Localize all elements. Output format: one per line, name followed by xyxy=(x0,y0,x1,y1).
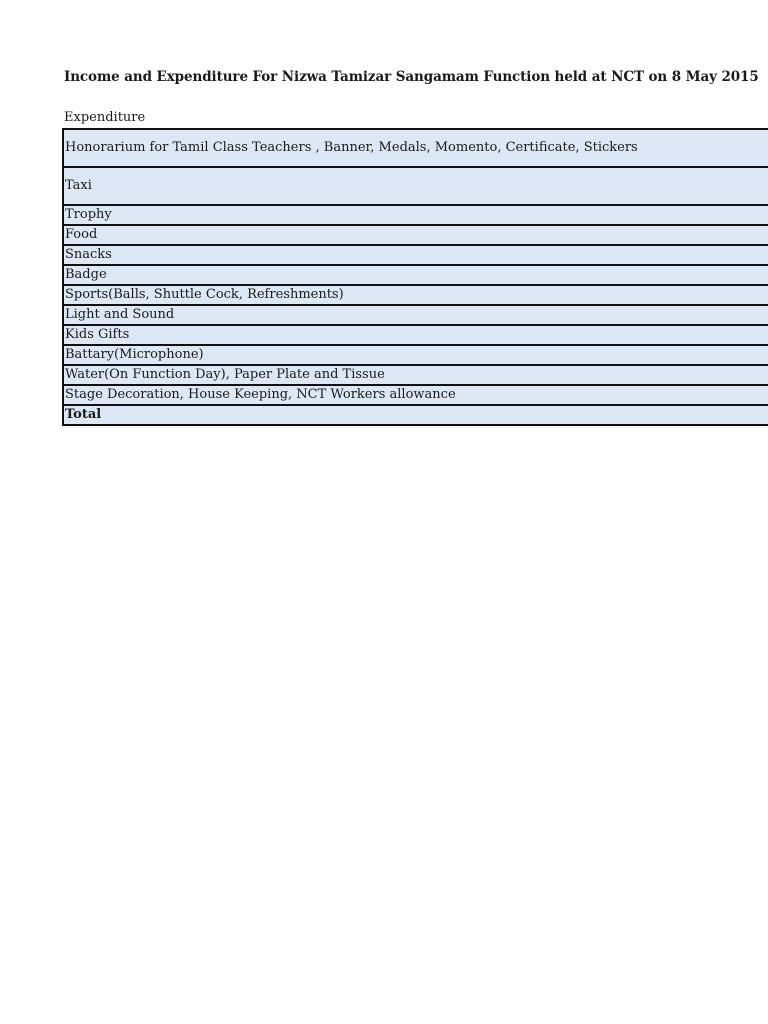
expenditure-item-sports: Sports(Balls, Shuttle Cock, Refreshments) xyxy=(63,285,768,305)
table-row xyxy=(63,305,768,325)
table-row xyxy=(63,385,768,405)
table-row xyxy=(63,205,768,225)
table-row xyxy=(63,129,768,167)
table-row xyxy=(63,225,768,245)
expenditure-item-trophy: Trophy xyxy=(63,205,768,225)
table-row xyxy=(63,167,768,205)
expenditure-item-water: Water(On Function Day), Paper Plate and Tissue xyxy=(63,365,768,385)
table-row xyxy=(63,365,768,385)
expenditure-item-stage-decoration: Stage Decoration, House Keeping, NCT Workers allowance xyxy=(63,385,768,405)
expenditure-item-kids-gifts: Kids Gifts xyxy=(63,325,768,345)
expenditure-item-battery: Battary(Microphone) xyxy=(63,345,768,365)
document-title: Income and Expenditure For Nizwa Tamizar Sangamam Function held at NCT on 8 May 2015 xyxy=(64,69,759,85)
table-row xyxy=(63,285,768,305)
expenditure-item-badge: Badge xyxy=(63,265,768,285)
expenditure-item-taxi: Taxi xyxy=(63,167,768,205)
expenditure-section-label: Expenditure xyxy=(64,110,146,125)
table-row xyxy=(63,245,768,265)
expenditure-item-food: Food xyxy=(63,225,768,245)
table-row-total xyxy=(63,405,768,425)
expenditure-total-label: Total xyxy=(63,405,768,425)
table-row xyxy=(63,345,768,365)
table-row xyxy=(63,325,768,345)
expenditure-item-light-sound: Light and Sound xyxy=(63,305,768,325)
expenditure-item-honorarium: Honorarium for Tamil Class Teachers , Banner, Medals, Momento, Certificate, Stickers xyxy=(63,129,768,167)
expenditure-table xyxy=(62,128,768,426)
expenditure-item-snacks: Snacks xyxy=(63,245,768,265)
table-row xyxy=(63,265,768,285)
